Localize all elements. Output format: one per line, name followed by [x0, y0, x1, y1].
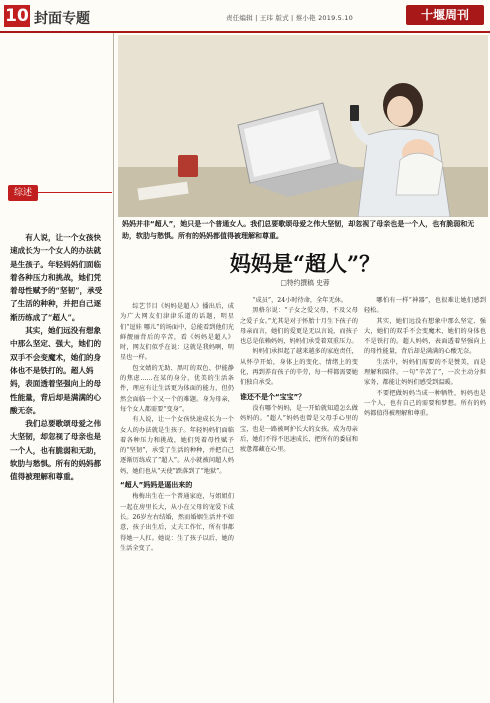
article-column-3: [364, 296, 486, 420]
body-paragraph: 妈妈们承担起了越来越多的家庭责任，从怀孕开始，身体上的变化、情绪上的变化，再到养育孩子的辛劳，每一样都需要她们独自承受。: [240, 348, 358, 387]
section-heading: “超人”妈妈是逼出来的: [120, 481, 193, 490]
brand-logo: 十堰周刊: [406, 5, 484, 25]
body-paragraph: 综艺节目《妈妈是超人》播出后，成为广大网友们津津乐道的话题，明星们“逗娃 哪儿”的场面中，总能看到他们光鲜靓丽背后的辛苦，看《妈妈是超人》时，网友们似乎在说：这就是我妈啊，明星也一样。: [120, 303, 234, 362]
article-column-1: [120, 302, 234, 554]
body-paragraph: 梅梅出生在一个普通家庭，与姐姐们一起在房里长大，从小在父母的宠爱下成长。26岁左右结婚，然而婚姻生活并不如意，孩子出生后，丈夫工作忙，所有事都得她一人扛。她说：生了孩子以后，她的生活全变了。: [120, 493, 234, 552]
commentary-paragraph: 我们总要歌颂母爱之伟大坚韧，却忽视了母亲也是一个人，也有脆弱和无助，软肋与愁惧。所有的妈妈都值得被理解和尊重。: [10, 419, 102, 482]
body-paragraph: 哪怕有一样“神器”，也很难让她们感到轻松。: [364, 297, 486, 315]
page-header: [0, 0, 490, 32]
body-paragraph: 生活中，妈妈们需要的不是赞美，而是理解和陪伴。一句“辛苦了”，一次主动分担家务，都能让妈妈们感受到温暖。: [364, 358, 486, 387]
tag-divider: [38, 192, 112, 193]
commentary-text: [10, 231, 106, 484]
cover-illustration: [118, 35, 488, 217]
article-byline: □特约撰稿 史蓉: [280, 279, 330, 287]
body-paragraph: 不要把做妈妈当成一种牺牲，妈妈也是一个人，也有自己的需要和梦想。所有的妈妈都值得被理解和尊重。: [364, 389, 486, 418]
body-paragraph: 其实，她们远没有想象中那么坚定、强大，她们的双手不会变魔术，她们的身体也不是铁打的。超人妈妈，表面透着坚强向上的母性能量，背后却是满满的心酸无奈。: [364, 317, 486, 356]
body-paragraph: “成员”，24小时待命，全年无休。: [252, 297, 348, 304]
body-paragraph: 有人说，让一个女孩快速成长为一个女人的办法就是生孩子。年轻妈妈们面临着各种压力和挑战，她们凭着母性赋予的“坚韧”，承受了生活的种种，并把自己逐渐历练成了“超人”。从小就被问超人妈妈，她们也从“天使”跌落到了“地狱”。: [120, 416, 234, 475]
body-paragraph: 包文婧的无助、黑叮的双色、伊能静的焦虑……在某的身分，优美的生活条件，理应有让生活更为体面的能力，但仍然会面临一个又一个的难题。身为母亲，每个女人都需要“变身”。: [120, 364, 234, 413]
mother-laptop-illustration: [118, 35, 488, 217]
column-divider: [113, 33, 114, 703]
commentary-tag: 综述: [8, 185, 38, 201]
commentary-paragraph: 其实，她们远没有想象中那么坚定、强大，她们的双手不会变魔术，她们的身体也不是铁打的。超人妈妈，表面透着坚强向上的母性能量，背后却是满满的心酸无奈。: [10, 326, 102, 415]
article-column-2: [240, 296, 358, 455]
illustration-caption: 妈妈并非“超人”，她只是一个普通女人。我们总要歌颂母爱之伟大坚韧，却忽视了母亲也是一个人，也有脆弱和无助，软肋与愁惧。所有的妈妈都值得被理解和尊重。: [122, 220, 475, 240]
editor-meta: 责任编辑 | 王玮 版式 | 蔡小艳 2019.5.10: [226, 14, 353, 22]
section-heading: 谁还不是个“宝宝”？: [240, 392, 306, 401]
body-paragraph: 没有哪个妈妈，是一开始就知道怎么做妈妈的。“超人”妈妈也曾是父母手心里的宝，也是一路被呵护长大的女孩。成为母亲后，她们不得不迅速成长，把所有的委屈和疲惫都藏在心里。: [240, 404, 358, 454]
commentary-sidebar: [2, 33, 112, 703]
commentary-paragraph: 有人说，让一个女孩快速成长为一个女人的办法就是生孩子。年轻妈妈们面临着各种压力和挑战，她们凭着母性赋予的“坚韧”，承受了生活的种种，并把自己逐渐历练成了“超人”。: [10, 233, 103, 322]
article-title: 妈妈是“超人”？: [229, 251, 381, 276]
page-number: 10: [5, 6, 29, 26]
section-title: 封面专题: [34, 11, 90, 27]
body-paragraph: 黑格尔说：“子女之爱父母，不及父母之爱子女。”尤其是对于怀胎十月生下孩子的母亲而言，她们的爱更是无以言说，而孩子也总是依赖妈妈，妈妈们承受着双重压力。: [240, 307, 358, 346]
